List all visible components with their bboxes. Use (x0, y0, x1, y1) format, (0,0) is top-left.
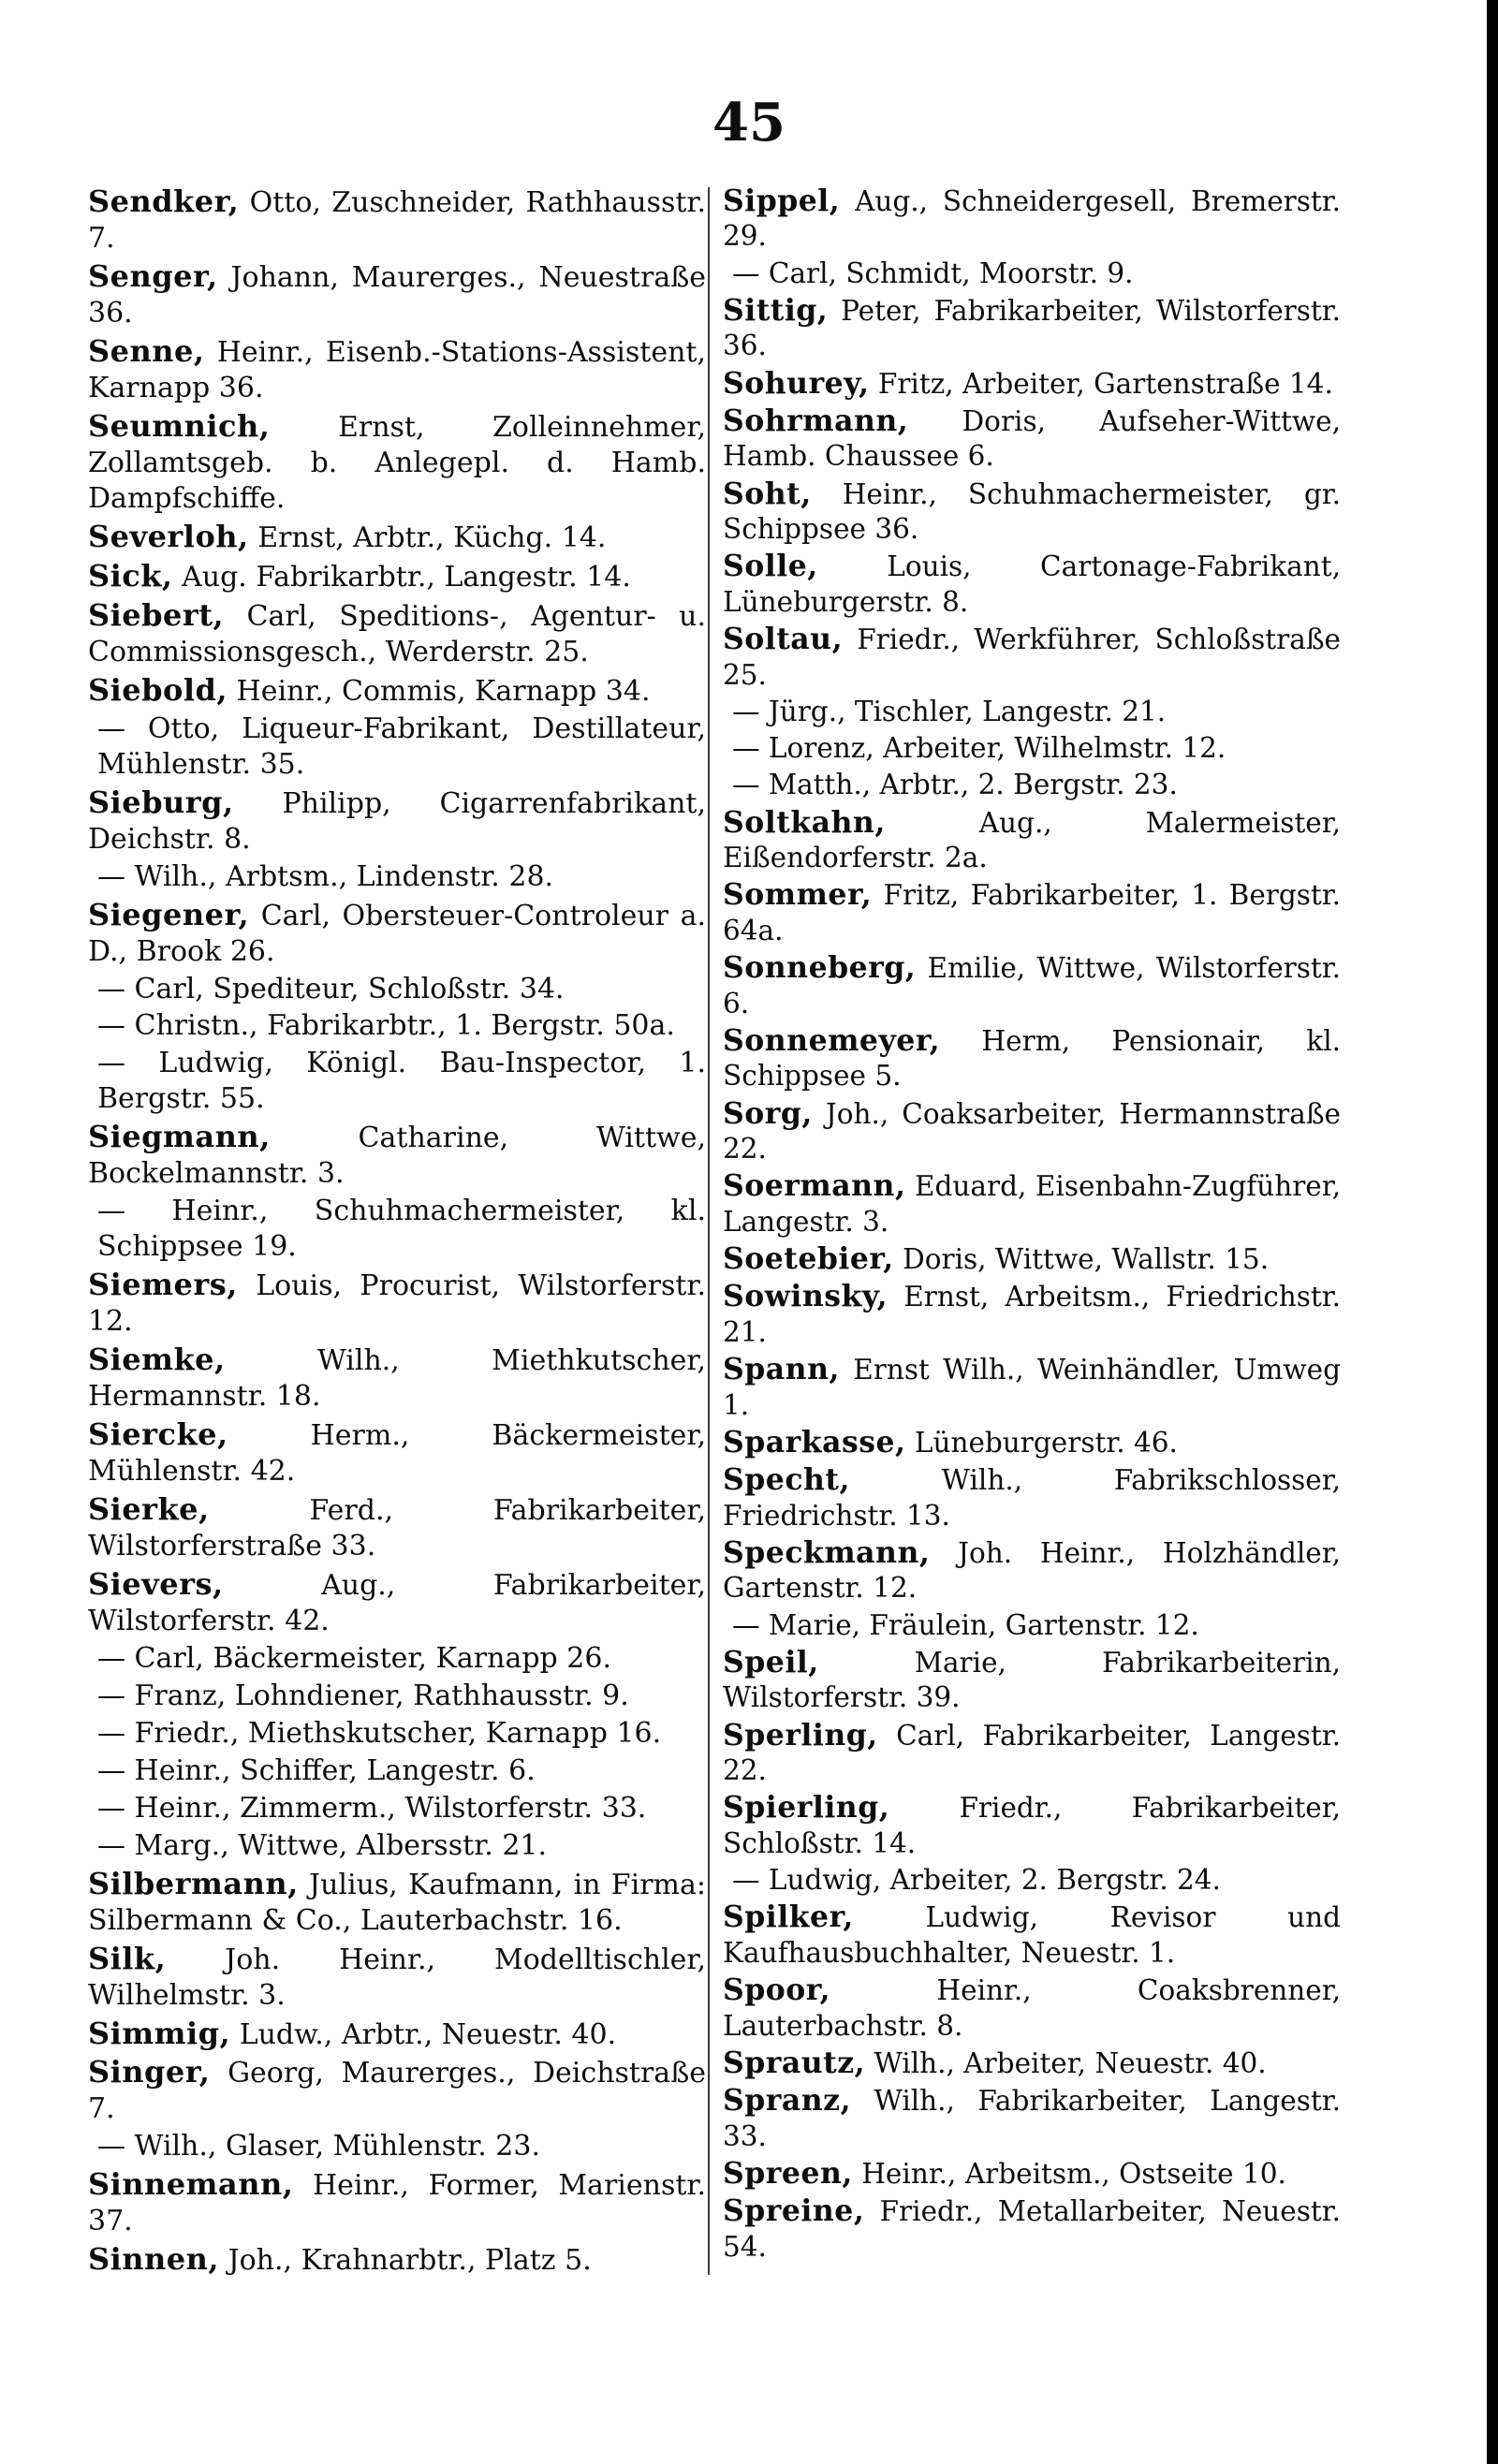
entry-surname: Sievers, (88, 1566, 224, 1603)
entry-details: Georg, Maurerges., Deichstraße 7. (88, 2057, 706, 2126)
directory-entry (88, 1491, 706, 1564)
entry-details: Joh., Krahnarbtr., Platz 5. (219, 2244, 592, 2278)
directory-entry (88, 1416, 706, 1489)
directory-entry (88, 785, 706, 858)
entry-surname: Spreen, (723, 2155, 853, 2191)
entry-details: — Marg., Wittwe, Albersstr. 21. (97, 1828, 548, 1862)
directory-entry (88, 672, 706, 710)
entry-surname: Sittig, (723, 293, 829, 328)
entry-details: Wilh., Miethkutscher, Hermannstr. 18. (88, 1344, 706, 1414)
entry-details: — Wilh., Glaser, Mühlenstr. 23. (97, 2130, 540, 2163)
directory-entry (723, 183, 1341, 255)
entry-details: — Ludwig, Arbeiter, 2. Bergstr. 24. (732, 1864, 1221, 1897)
entry-surname: Speckmann, (723, 1534, 931, 1570)
directory-entry (88, 558, 706, 595)
entry-surname: Soltau, (723, 622, 844, 657)
entry-surname: Senger, (88, 257, 218, 294)
directory-entry (88, 258, 706, 331)
entry-details: Friedr., Fabrikarbeiter, Schloßstr. 14. (723, 1792, 1341, 1859)
entry-details: — Ludwig, Königl. Bau-Inspector, 1. Bergstr. 55. (97, 1047, 706, 1116)
entry-details: — Carl, Spediteur, Schloßstr. 34. (97, 972, 565, 1005)
entry-surname: Sonnemeyer, (723, 1022, 941, 1058)
entry-surname: Siemke, (88, 1342, 226, 1378)
entry-details: Aug., Schneidergesell, Bremerstr. 29. (723, 185, 1341, 253)
directory-entry (723, 1973, 1341, 2044)
entry-details: — Wilh., Arbtsm., Lindenstr. 28. (97, 859, 554, 893)
directory-entry (88, 1267, 706, 1340)
entry-details: Doris, Wittwe, Wallstr. 15. (893, 1243, 1270, 1276)
entry-details: Aug. Fabrikarbtr., Langestr. 14. (172, 560, 631, 594)
entry-surname: Speil, (723, 1644, 819, 1679)
entry-details: Heinr., Coaksbrenner, Lauterbachstr. 8. (723, 1974, 1341, 2042)
entry-surname: Siemers, (88, 1267, 238, 1303)
entry-details: Carl, Fabrikarbeiter, Langestr. 22. (723, 1719, 1341, 1787)
entry-details: Herm, Pensionair, kl. Schippsee 5. (723, 1024, 1341, 1093)
directory-entry (88, 1342, 706, 1415)
entry-surname: Siegmann, (88, 1119, 271, 1155)
entry-details: — Lorenz, Arbeiter, Wilhelmstr. 12. (732, 732, 1226, 765)
entry-details: Friedr., Werkführer, Schloßstraße 25. (723, 623, 1341, 691)
entry-surname: Sommer, (723, 877, 873, 913)
directory-entry (723, 1899, 1341, 1971)
entry-details: Louis, Procurist, Wilstorferstr. 12. (88, 1269, 706, 1339)
entry-details: Ludw., Arbtr., Neuestr. 40. (230, 2017, 617, 2051)
entry-details: Heinr., Eisenb.-Stations-Assistent, Karnapp 36. (88, 335, 706, 405)
directory-column-left (88, 183, 706, 2281)
entry-details: — Otto, Liqueur-Fabrikant, Destillateur, Mühlenstr. 35. (97, 711, 706, 781)
entry-details: Catharine, Wittwe, Bockelmannstr. 3. (88, 1122, 706, 1191)
entry-surname: Silk, (88, 1940, 167, 1976)
entry-details: Fritz, Fabrikarbeiter, 1. Bergstr. 64a. (723, 879, 1341, 946)
directory-entry (723, 1241, 1341, 1277)
entry-surname: Sieburg, (88, 784, 234, 820)
entry-details: Joh. Heinr., Modelltischler, Wilhelmstr. 3. (88, 1943, 706, 2012)
entry-surname: Specht, (723, 1462, 850, 1498)
entry-surname: Seumnich, (88, 407, 271, 444)
directory-entry (88, 183, 706, 257)
entry-surname: Siegener, (88, 896, 250, 932)
entry-details: Carl, Speditions-, Agentur- u. Commissionsgesch., Werderstr. 25. (88, 599, 706, 668)
entry-surname: Sorg, (723, 1095, 813, 1131)
entry-details: Marie, Fabrikarbeiterin, Wilstorferstr. 39. (723, 1646, 1341, 1714)
entry-details: — Matth., Arbtr., 2. Bergstr. 23. (732, 769, 1178, 801)
entry-details: Johann, Maurerges., Neuestraße 36. (88, 260, 706, 330)
entry-surname: Spann, (723, 1352, 840, 1387)
entry-details: Louis, Cartonage-Fabrikant, Lüneburgerstr. 8. (723, 550, 1341, 618)
entry-details: Fritz, Arbeiter, Gartenstraße 14. (869, 367, 1333, 400)
page-number: 45 (712, 92, 786, 154)
entry-details: Carl, Obersteuer-Controleur a. D., Brook 26. (88, 899, 706, 968)
directory-entry (88, 897, 706, 970)
directory-entry (88, 1716, 706, 1752)
page-edge (1487, 0, 1498, 2464)
entry-details: Peter, Fabrikarbeiter, Wilstorferstr. 36. (723, 295, 1341, 362)
entry-details: Joh., Coaksarbeiter, Hermannstraße 22. (723, 1097, 1341, 1166)
directory-entry (723, 1279, 1341, 1350)
directory-entry (88, 1194, 706, 1265)
entry-surname: Sippel, (723, 183, 841, 218)
entry-surname: Spoor, (723, 1973, 831, 2008)
directory-entry (723, 1645, 1341, 1716)
entry-surname: Sinnemann, (88, 2166, 294, 2203)
entry-details: — Friedr., Miethskutscher, Karnapp 16. (97, 1716, 662, 1750)
entry-surname: Sperling, (723, 1717, 878, 1753)
entry-details: Friedr., Metallarbeiter, Neuestr. 54. (723, 2195, 1341, 2263)
entry-details: Ernst, Arbtr., Küchg. 14. (248, 521, 607, 555)
directory-entry (723, 622, 1341, 693)
entry-details: Philipp, Cigarrenfabrikant, Deichstr. 8. (88, 786, 706, 856)
entry-details: Ernst Wilh., Weinhändler, Umweg 1. (723, 1354, 1341, 1421)
entry-details: Ernst, Zolleinnehmer, Zollamtsgeb. b. Anlegepl. d. Hamb. Dampfschiffe. (88, 410, 706, 516)
directory-entry (723, 768, 1341, 802)
entry-details: — Heinr., Zimmerm., Wilstorferstr. 33. (97, 1791, 647, 1825)
directory-entry (723, 731, 1341, 766)
entry-surname: Sonneberg, (723, 950, 917, 986)
entry-details: Wilh., Fabrikarbeiter, Langestr. 33. (723, 2085, 1341, 2152)
directory-entry (723, 477, 1341, 548)
directory-entry (88, 1866, 706, 1939)
directory-entry (88, 1641, 706, 1677)
entry-details: Heinr., Arbeitsm., Ostseite 10. (852, 2157, 1286, 2190)
entry-surname: Sick, (88, 557, 173, 594)
directory-entry (723, 877, 1341, 948)
entry-details: Wilh., Arbeiter, Neuestr. 40. (865, 2046, 1267, 2079)
entry-details: — Jürg., Tischler, Langestr. 21. (732, 695, 1167, 727)
directory-entry (88, 1119, 706, 1192)
entry-details: Aug., Malermeister, Eißendorferstr. 2a. (723, 806, 1341, 874)
directory-entry (88, 1566, 706, 1639)
entry-details: Aug., Fabrikarbeiter, Wilstorferstr. 42. (88, 1569, 706, 1638)
directory-entry (88, 408, 706, 517)
directory-entry (723, 2193, 1341, 2265)
directory-entry (723, 257, 1341, 291)
directory-entry (88, 597, 706, 670)
directory-entry (723, 1608, 1341, 1643)
directory-entry (88, 859, 706, 895)
entry-surname: Siebold, (88, 671, 228, 708)
directory-entry (723, 366, 1341, 402)
entry-details: Heinr., Commis, Karnapp 34. (228, 674, 651, 708)
entry-surname: Silbermann, (88, 1865, 299, 1901)
directory-entry (88, 1753, 706, 1789)
directory-entry (88, 1941, 706, 2014)
directory-entry (723, 403, 1341, 475)
directory-entry (723, 1863, 1341, 1898)
entry-surname: Siebert, (88, 596, 225, 633)
entry-surname: Simmig, (88, 2015, 231, 2051)
directory-entry (88, 1828, 706, 1864)
entry-details: Heinr., Former, Marienstr. 37. (88, 2169, 706, 2238)
entry-surname: Senne, (88, 332, 205, 369)
entry-surname: Spilker, (723, 1899, 854, 1935)
directory-entry (723, 549, 1341, 620)
entry-details: — Marie, Fräulein, Gartenstr. 12. (732, 1608, 1199, 1641)
entry-details: Otto, Zuschneider, Rathhausstr. 7. (88, 186, 706, 256)
entry-surname: Singer, (88, 2054, 211, 2090)
entry-surname: Sowinsky, (723, 1279, 889, 1314)
directory-entry (88, 519, 706, 556)
directory-entry (723, 1790, 1341, 1861)
entry-details: Ernst, Arbeitsm., Friedrichstr. 21. (723, 1281, 1341, 1348)
directory-entry (88, 333, 706, 406)
entry-details: Eduard, Eisenbahn-Zugführer, Langestr. 3. (723, 1170, 1341, 1238)
directory-entry (88, 711, 706, 783)
entry-surname: Soht, (723, 476, 812, 511)
entry-surname: Spierling, (723, 1790, 890, 1826)
entry-surname: Sinnen, (88, 2241, 220, 2278)
entry-details: — Heinr., Schiffer, Langestr. 6. (97, 1753, 536, 1787)
entry-surname: Sprautz, (723, 2045, 866, 2080)
entry-details: — Carl, Bäckermeister, Karnapp 26. (97, 1642, 612, 1676)
directory-entry (88, 1008, 706, 1044)
directory-entry (723, 2046, 1341, 2081)
entry-details: Heinr., Schuhmachermeister, gr. Schippsee 36. (723, 477, 1341, 546)
entry-surname: Sendker, (88, 183, 240, 219)
directory-entry (88, 1046, 706, 1117)
entry-details: Wilh., Fabrikschlosser, Friedrichstr. 13. (723, 1464, 1341, 1532)
entry-details: Joh. Heinr., Holzhändler, Gartenstr. 12. (723, 1536, 1341, 1605)
entry-details: Doris, Aufseher-Wittwe, Hamb. Chaussee 6. (723, 405, 1341, 473)
entry-surname: Soltkahn, (723, 804, 886, 840)
entry-surname: Sohurey, (723, 365, 870, 401)
entry-details: Lüneburgerstr. 46. (905, 1426, 1178, 1459)
directory-entry (723, 2156, 1341, 2192)
entry-surname: Spranz, (723, 2083, 852, 2119)
entry-surname: Siercke, (88, 1416, 228, 1453)
directory-column-right (723, 183, 1341, 2266)
entry-details: — Heinr., Schuhmachermeister, kl. Schippsee 19. (97, 1195, 706, 1264)
entry-details: — Carl, Schmidt, Moorstr. 9. (732, 257, 1134, 289)
entry-surname: Severloh, (88, 519, 249, 555)
entry-details: — Franz, Lohndiener, Rathhausstr. 9. (97, 1679, 629, 1713)
directory-entry (88, 2166, 706, 2239)
directory-entry (88, 972, 706, 1007)
directory-entry (723, 1352, 1341, 1423)
directory-entry (723, 695, 1341, 729)
directory-entry (88, 2054, 706, 2127)
entry-details: Emilie, Wittwe, Wilstorferstr. 6. (723, 952, 1341, 1019)
entry-surname: Spreine, (723, 2193, 865, 2229)
directory-entry (723, 293, 1341, 364)
directory-entry (723, 2083, 1341, 2154)
directory-entry (88, 1791, 706, 1826)
directory-entry (88, 1679, 706, 1714)
entry-details: Ludwig, Revisor und Kaufhausbuchhalter, Neuestr. 1. (723, 1901, 1341, 1969)
entry-details: Julius, Kaufmann, in Firma: Silbermann & Co., Lauterbachstr. 16. (88, 1868, 706, 1937)
entry-surname: Sohrmann, (723, 403, 909, 438)
entry-details: — Christn., Fabrikarbtr., 1. Bergstr. 50a. (97, 1009, 675, 1043)
entry-surname: Soetebier, (723, 1241, 894, 1277)
entry-details: Herm., Bäckermeister, Mühlenstr. 42. (88, 1419, 706, 1489)
directory-entry (723, 1718, 1341, 1789)
entry-surname: Soermann, (723, 1168, 906, 1204)
entry-surname: Solle, (723, 549, 818, 584)
directory-entry (723, 1535, 1341, 1606)
directory-entry (88, 2129, 706, 2164)
directory-entry (723, 1168, 1341, 1239)
directory-entry (723, 1462, 1341, 1533)
entry-surname: Sierke, (88, 1491, 210, 1528)
directory-entry (88, 2016, 706, 2053)
entry-surname: Sparkasse, (723, 1424, 906, 1459)
directory-entry (723, 1096, 1341, 1167)
directory-entry (723, 1023, 1341, 1094)
entry-details: Ferd., Fabrikarbeiter, Wilstorferstraße 33. (88, 1494, 706, 1563)
column-divider (708, 187, 710, 2275)
directory-entry (723, 1425, 1341, 1460)
directory-entry (88, 2241, 706, 2279)
directory-entry (723, 805, 1341, 876)
directory-entry (723, 950, 1341, 1021)
